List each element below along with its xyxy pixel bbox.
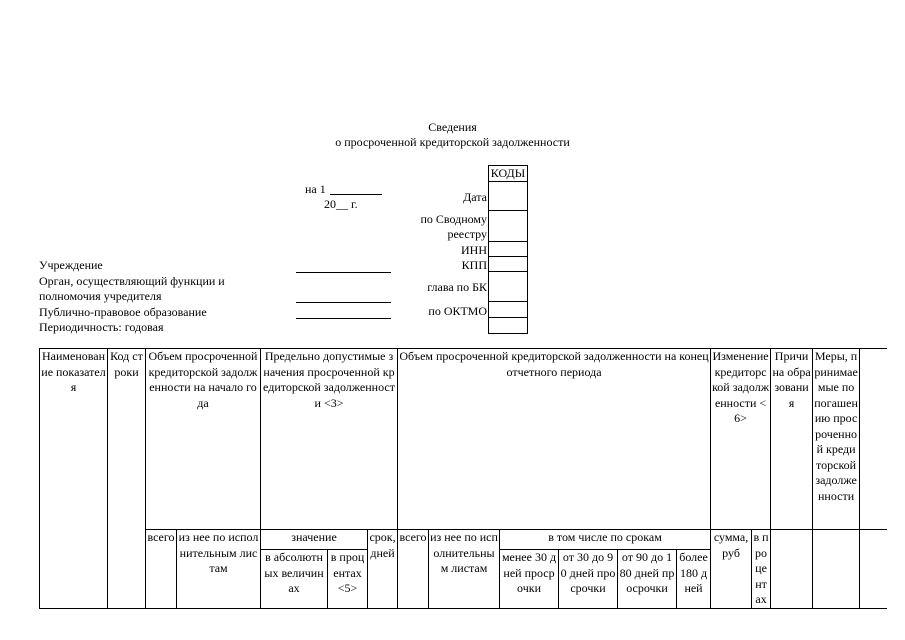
col-head-volume-end: Объем просроченной кредиторской задолженности на конец отчетного периода — [398, 349, 711, 530]
col-head-change: Изменение кредиторской задолженности <6> — [711, 349, 771, 530]
col-head-volume-start: Объем просроченной кредиторской задолженности на начало года — [146, 349, 261, 530]
document-subtitle: о просроченной кредиторской задолженности — [335, 135, 570, 149]
code-box-glava[interactable] — [488, 271, 528, 302]
sub-limit-term: срок, дней — [368, 530, 398, 609]
code-label-date: Дата — [463, 190, 487, 204]
code-label-inn: ИНН — [461, 243, 487, 257]
sub-term-90-180: от 90 до 180 дней просрочки — [618, 550, 677, 608]
date-year: 20__ г. — [324, 197, 358, 211]
field-founder-label: Орган, осуществляющий функции и полномочия учредителя — [39, 274, 225, 303]
codes-heading: КОДЫ — [488, 165, 528, 182]
sub-term-gt180: более 180 дней — [677, 550, 711, 608]
date-prefix-text: на 1 — [305, 182, 326, 196]
code-box-kpp[interactable] — [488, 256, 528, 272]
code-label-oktmo: по ОКТМО — [428, 304, 487, 318]
field-periodicity-label: Периодичность: годовая — [39, 320, 164, 334]
sub-change-sum: сумма, руб — [711, 530, 752, 609]
document-title: Сведения — [428, 120, 477, 134]
sub-term-30-90: от 30 до 90 дней просрочки — [559, 550, 618, 608]
date-prefix — [305, 182, 326, 196]
col-head-reasons: Причина образования — [771, 349, 813, 530]
code-label-glava: глава по БК — [427, 280, 487, 294]
code-box-reestr[interactable] — [488, 210, 528, 242]
sub-extra-blank — [860, 530, 887, 609]
sub-limit-abs: в абсолютных величинах — [261, 550, 328, 608]
code-box-oktmo[interactable] — [488, 301, 528, 318]
field-institution-label: Учреждение — [39, 258, 103, 272]
field-ppo-line[interactable] — [296, 318, 391, 319]
overdue-debt-table — [39, 348, 887, 609]
field-institution-line[interactable] — [296, 272, 391, 273]
code-label-reestr: по Сводному реестру — [420, 212, 487, 241]
field-ppo-label: Публично-правовое образование — [39, 305, 207, 319]
code-label-kpp: КПП — [461, 258, 487, 272]
col-head-limit: Предельно допустимые значения просроченной кредиторской задолженности <3> — [261, 349, 398, 530]
sub-limit-pct: в процентах <5> — [328, 550, 368, 608]
col-head-measures: Меры, принимаемые по погашению просроченной кредиторской задолженности — [813, 349, 860, 530]
sub-reasons-blank — [771, 530, 813, 609]
col-head-name: Наименование показателя — [40, 349, 108, 609]
sub-start-total: всего — [146, 530, 177, 609]
sub-change-pct: в процентах — [753, 530, 769, 606]
sub-measures-blank — [813, 530, 860, 609]
field-founder-line[interactable] — [296, 302, 391, 303]
sub-by-terms: в том числе по срокам — [500, 530, 711, 550]
code-box-inn[interactable] — [488, 241, 528, 257]
sub-end-exec: из нее по исполнительным листам — [429, 530, 500, 609]
sub-end-total: всего — [398, 530, 429, 609]
sub-start-exec: из нее по исполнительным листам — [177, 530, 261, 609]
sub-limit-value: значение — [261, 530, 368, 550]
col-head-code: Код строки — [108, 349, 146, 609]
code-box-date[interactable] — [488, 181, 528, 211]
sub-term-lt30: менее 30 дней просрочки — [500, 550, 559, 608]
code-box-periodicity[interactable] — [488, 317, 528, 334]
date-day-line — [330, 194, 382, 195]
col-head-blank — [860, 349, 887, 530]
